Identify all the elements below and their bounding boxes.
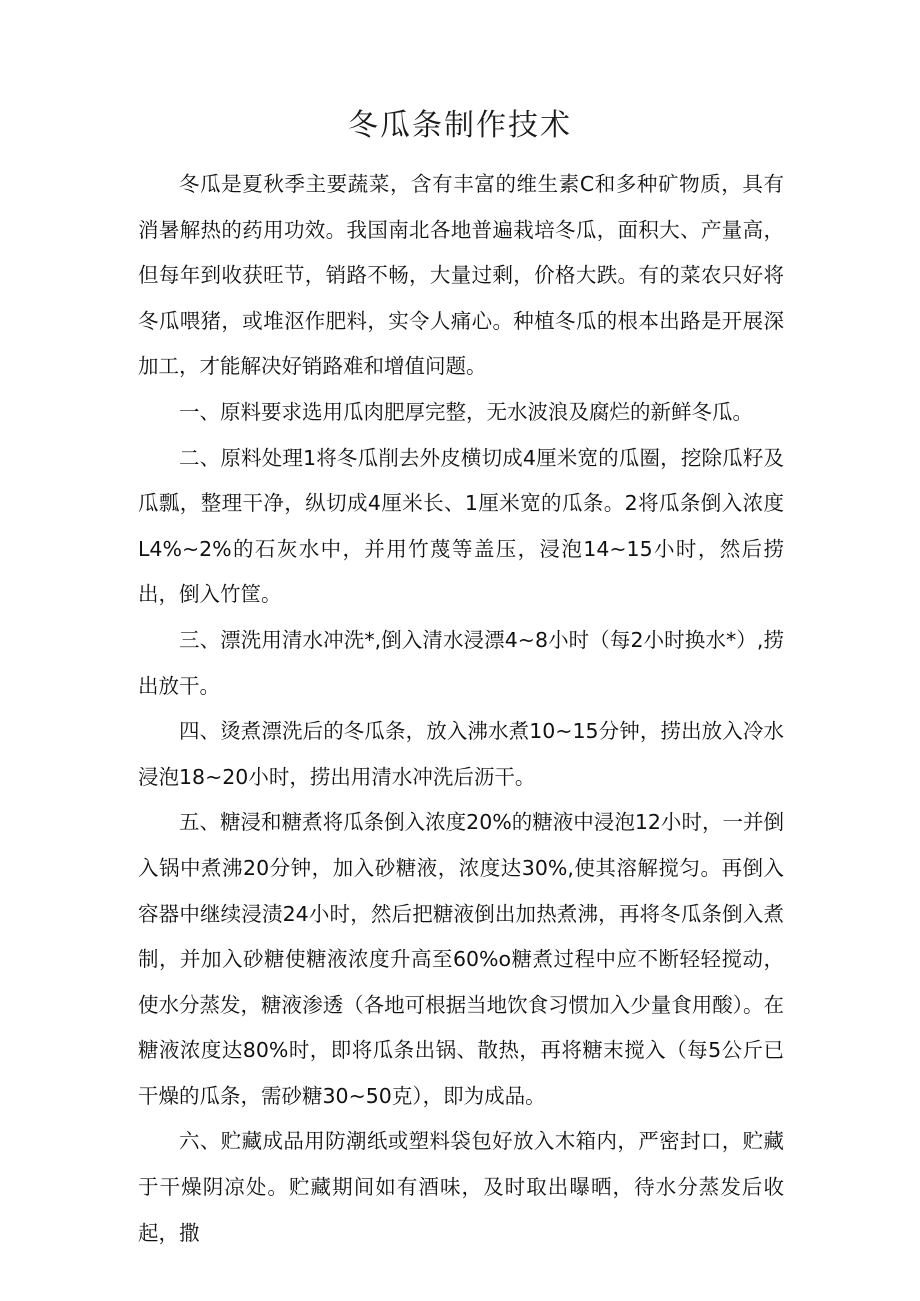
paragraph-step-6: 六、贮藏成品用防潮纸或塑料袋包好放入木箱内，严密封口，贮藏于干燥阴凉处。贮藏期间如有酒味，及时取出曝晒，待水分蒸发后收起，撒 bbox=[138, 1129, 784, 1245]
paragraph-step-5: 五、糖浸和糖煮将瓜条倒入浓度20%的糖液中浸泡12小时，一并倒入锅中煮沸20分钟，加入砂糖液，浓度达30%,使其溶解搅匀。再倒入容器中继续浸渍24小时，然后把糖液倒出加热煮沸，再将冬瓜条倒入煮制，并加入砂糖使糖液浓度升高至60%o糖煮过程中应不断轻轻搅动，使水分蒸发，糖液渗透（各地可根据当地饮食习惯加入少量食用酸）。在糖液浓度达80%时，即将瓜条出锅、散热，再将糖末搅入（每5公斤已干燥的瓜条，需砂糖30~50克），即为成品。 bbox=[138, 810, 784, 1108]
paragraph-intro: 冬瓜是夏秋季主要蔬菜，含有丰富的维生素C和多种矿物质，具有消暑解热的药用功效。我国南北各地普遍栽培冬瓜，面积大、产量高，但每年到收获旺节，销路不畅，大量过剩，价格大跌。有的菜农只好将冬瓜喂猪，或堆沤作肥料，实令人痛心。种植冬瓜的根本出路是开展深加工，才能解决好销路难和增值问题。 bbox=[138, 172, 784, 379]
paragraph-step-4: 四、烫煮漂洗后的冬瓜条，放入沸水煮10~15分钟，捞出放入冷水浸泡18~20小时，捞出用清水冲洗后沥干。 bbox=[138, 719, 784, 789]
paragraph-step-2: 二、原料处理1将冬瓜削去外皮横切成4厘米宽的瓜圈，挖除瓜籽及瓜瓢，整理干净，纵切成4厘米长、1厘米宽的瓜条。2将瓜条倒入浓度L4%~2%的石灰水中，并用竹蔑等盖压，浸泡14~15小时，然后捞出，倒入竹筐。 bbox=[138, 445, 784, 607]
paragraph-step-3: 三、漂洗用清水冲洗*,倒入清水浸漂4~8小时（每2小时换水*）,捞出放干。 bbox=[138, 627, 784, 698]
document-body bbox=[138, 162, 784, 1256]
document-title: 冬瓜条制作技术 bbox=[348, 108, 572, 143]
paragraph-step-1: 一、原料要求选用瓜肉肥厚完整，无水波浪及腐烂的新鲜冬瓜。 bbox=[179, 399, 753, 424]
